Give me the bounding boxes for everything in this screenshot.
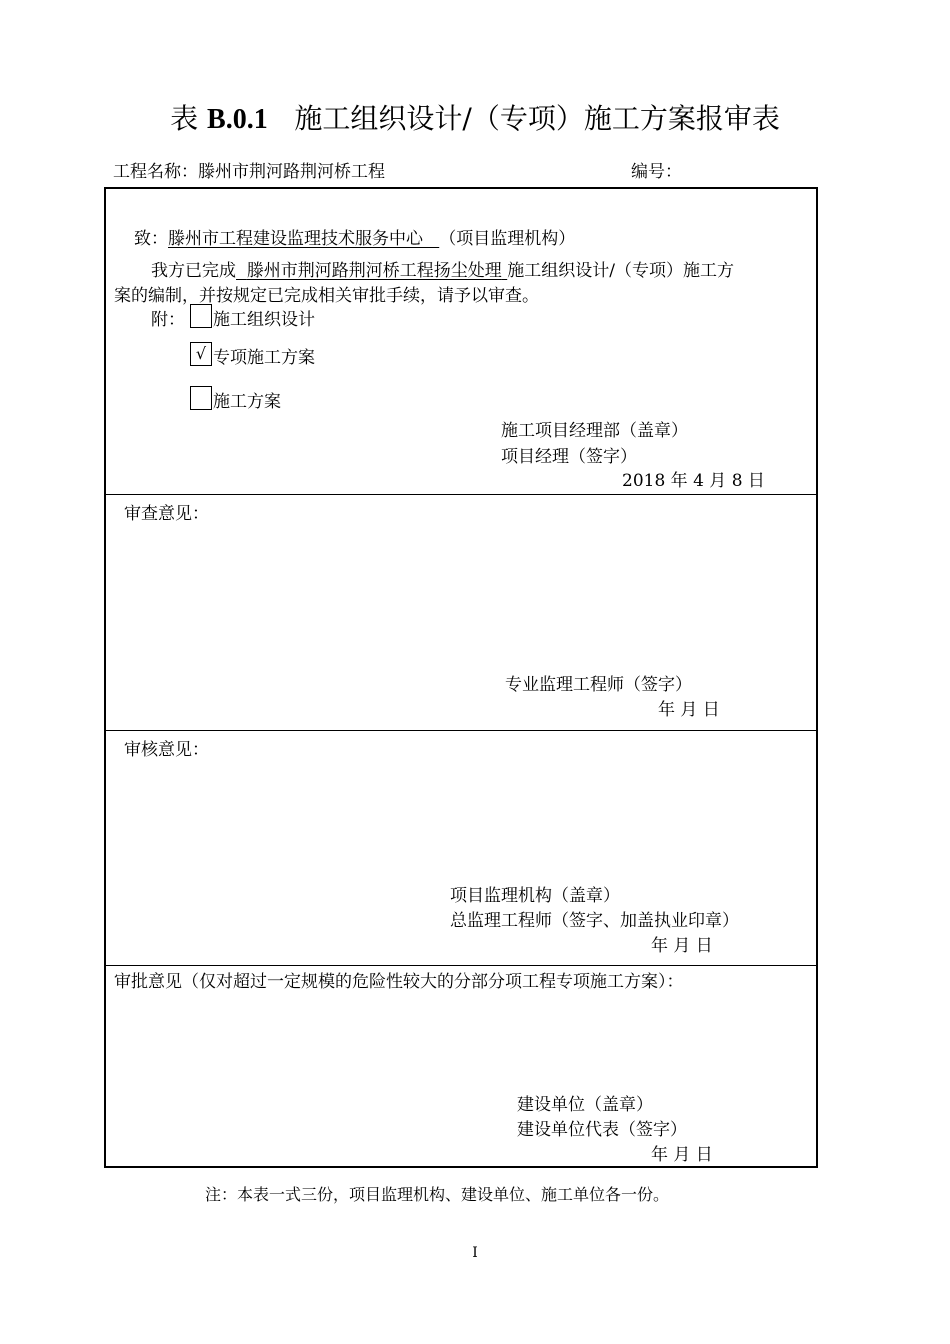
- number-label: 编号：: [631, 162, 682, 182]
- divider-3: [106, 965, 816, 966]
- sign-manager: 项目经理（签字）: [501, 447, 637, 467]
- addressee-line: [134, 224, 575, 249]
- approval-form: [104, 187, 818, 1168]
- approval-sign-unit: 建设单位（盖章）: [517, 1095, 653, 1115]
- page-number: I: [472, 1245, 478, 1261]
- option-checkbox-1[interactable]: [190, 304, 212, 328]
- body-project[interactable]: 滕州市荆河路荆河桥工程扬尘处理: [246, 261, 502, 281]
- audit-sign-chief: 总监理工程师（签字、加盖执业印章）: [450, 911, 739, 931]
- section2-date: 年 月 日: [658, 700, 720, 720]
- title-prefix: 表: [170, 102, 208, 135]
- attach-label: 附：: [151, 310, 185, 330]
- to-org[interactable]: 滕州市工程建设监理技术服务中心: [168, 229, 423, 249]
- section1-date: 2018 年 4 月 8 日: [622, 471, 765, 491]
- review-opinion-label: 审查意见：: [124, 504, 209, 524]
- approval-sign-rep: 建设单位代表（签字）: [517, 1120, 687, 1140]
- body-prefix: 我方已完成: [151, 261, 236, 281]
- title-name: 施工组织设计/（专项）施工方案报审表: [294, 102, 780, 135]
- approval-opinion-label: 审批意见（仅对超过一定规模的危险性较大的分部分项工程专项施工方案）：: [114, 972, 684, 992]
- option-checkbox-3[interactable]: [190, 386, 212, 410]
- audit-sign-org: 项目监理机构（盖章）: [450, 886, 620, 906]
- audit-opinion-label: 审核意见：: [124, 740, 209, 760]
- option-label-2: 专项施工方案: [213, 348, 315, 368]
- body-line-1: [151, 256, 734, 281]
- divider-2: [106, 730, 816, 731]
- project-name-row: [113, 157, 385, 182]
- section4-date: 年 月 日: [651, 1145, 713, 1165]
- to-label: 致：: [134, 229, 168, 249]
- body-suffix: 施工组织设计/（专项）施工方: [507, 261, 734, 281]
- footer-note: 注：本表一式三份，项目监理机构、建设单位、施工单位各一份。: [205, 1185, 670, 1204]
- project-label: 工程名称：: [113, 162, 198, 182]
- option-label-3: 施工方案: [213, 392, 281, 412]
- divider-1: [106, 494, 816, 495]
- body-line-2: 案的编制，并按规定已完成相关审批手续，请予以审查。: [114, 286, 539, 306]
- section3-date: 年 月 日: [651, 936, 713, 956]
- sign-dept: 施工项目经理部（盖章）: [501, 421, 688, 441]
- title-code: B.0.1: [207, 104, 268, 135]
- project-name: 滕州市荆河路荆河桥工程: [198, 162, 385, 182]
- page-title: [0, 97, 950, 137]
- to-suffix: （项目监理机构）: [439, 229, 576, 249]
- review-sign: 专业监理工程师（签字）: [505, 675, 692, 695]
- option-label-1: 施工组织设计: [213, 310, 315, 330]
- option-checkbox-2[interactable]: √: [190, 342, 212, 366]
